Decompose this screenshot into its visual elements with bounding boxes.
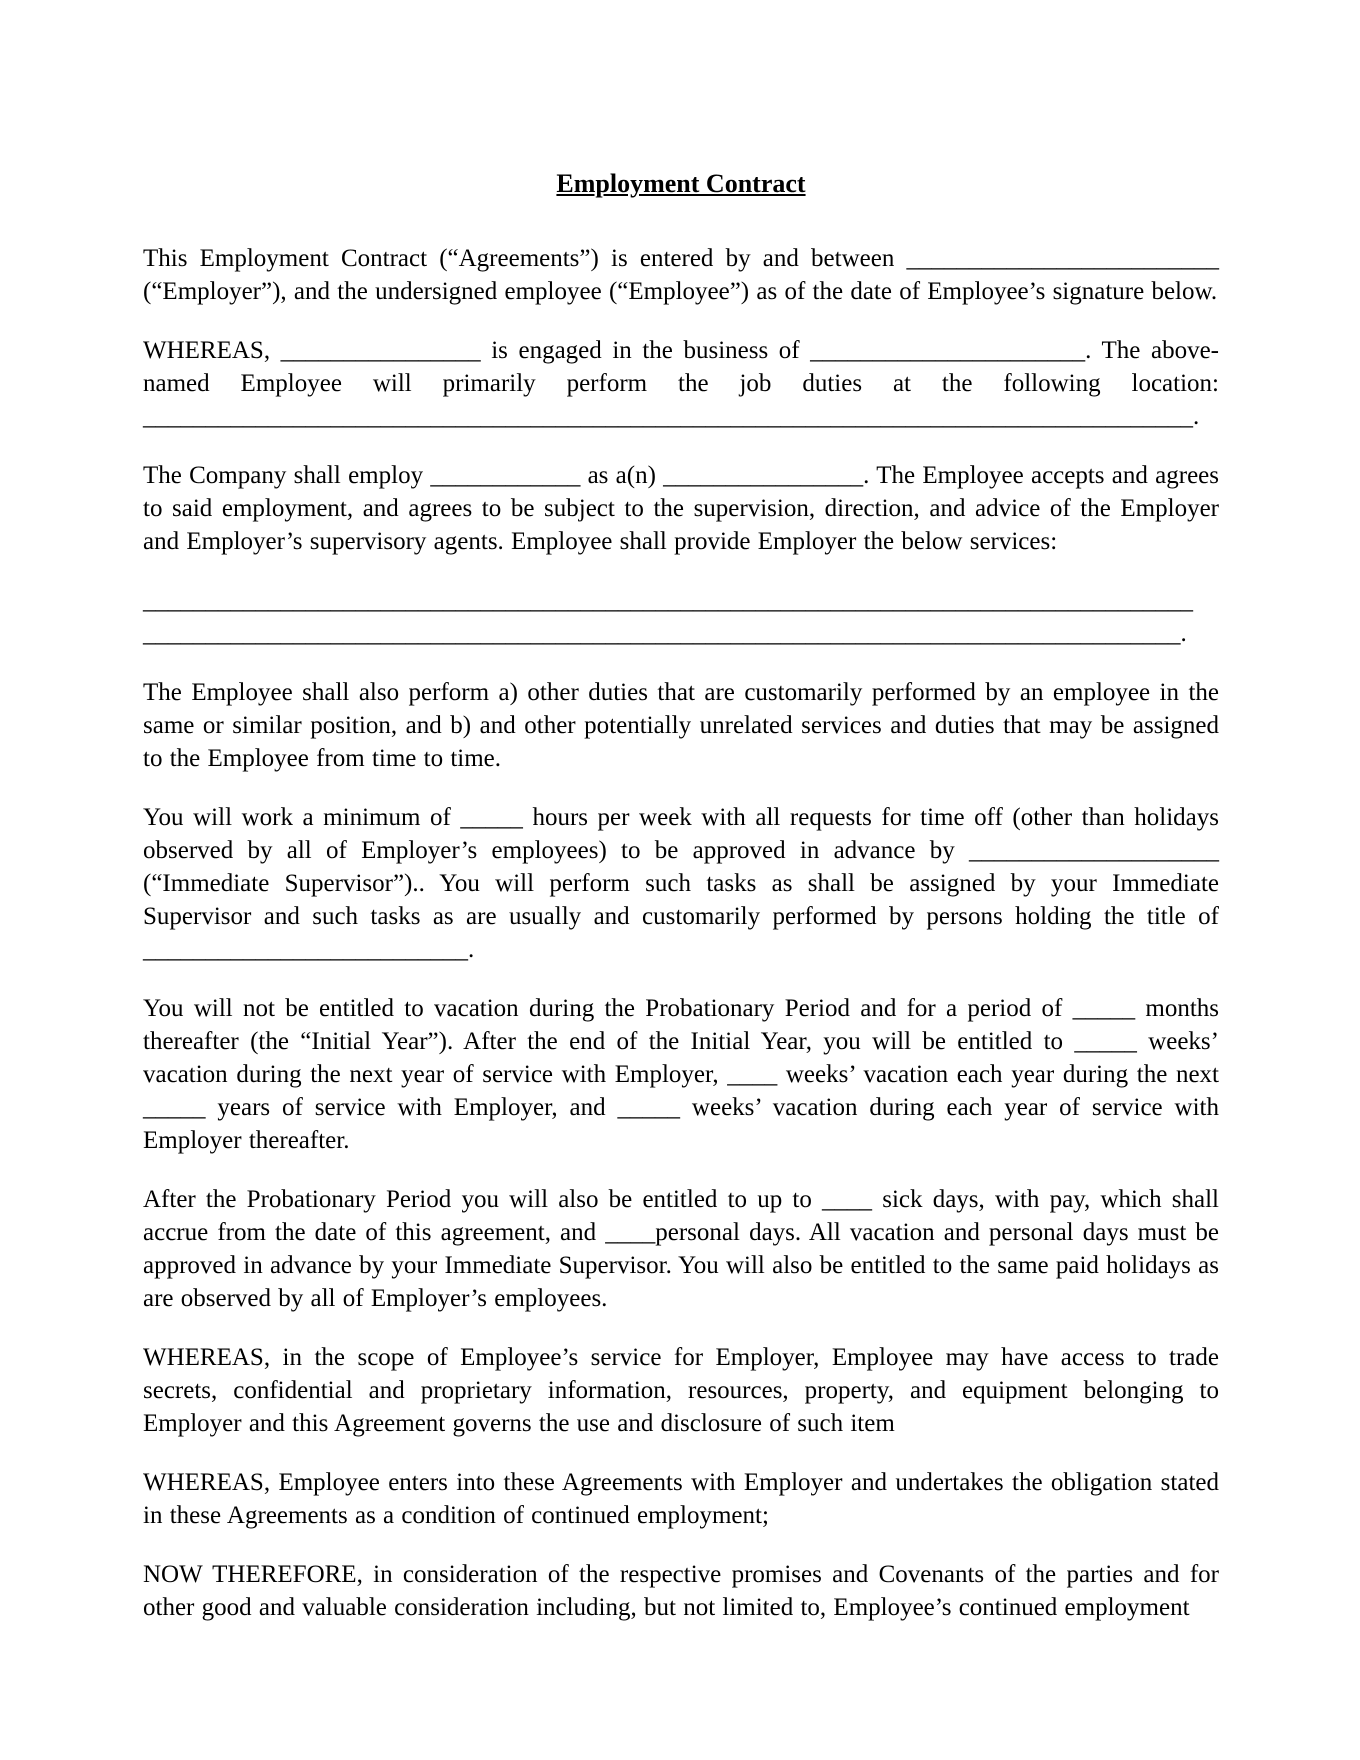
paragraph-whereas-obligation: WHEREAS, Employee enters into these Agreements with Employer and undertakes the obligation stated in these Agreements as a condition of continued employment;: [143, 1469, 1219, 1529]
paragraph-sick-personal-days: After the Probationary Period you will also be entitled to up to ____ sick days, with pay, which shall accrue from the date of this agreement, and ____personal days. All vacation and personal days must be approved in advance by your Immediate Supervisor. You will also be entitled to the same paid holidays as are observed by all of Employer’s employees.: [143, 1186, 1219, 1312]
paragraph-whereas-business-location: WHEREAS, ________________ is engaged in the business of ______________________. The above-named Employee will primarily perform the job duties at the following location: ____________________________________________________________________________________.: [143, 337, 1219, 430]
paragraph-services-blank-lines: ____________________________________________________________________________________ ___________________________________________________________________________________.: [143, 587, 1193, 647]
paragraph-now-therefore: NOW THEREFORE, in consideration of the respective promises and Covenants of the parties and for other good and valuable consideration including, but not limited to, Employee’s continued employment: [143, 1561, 1219, 1621]
paragraph-other-duties: The Employee shall also perform a) other duties that are customarily performed by an employee in the same or similar position, and b) and other potentially unrelated services and duties that may be assigned to the Employee from time to time.: [143, 679, 1219, 772]
paragraph-employment-role: The Company shall employ ____________ as a(n) ________________. The Employee accepts and agrees to said employment, and agrees to be subject to the supervision, direction, and advice of the Employer and Employer’s supervisory agents. Employee shall provide Employer the below services:: [143, 462, 1219, 555]
paragraph-work-hours-supervisor: You will work a minimum of _____ hours per week with all requests for time off (other than holidays observed by all of Employer’s employees) to be approved in advance by ____________________ (“Immediate Supervisor”).. You will perform such tasks as shall be assigned by your Immediate Supervisor and such tasks as are usually and customarily performed by persons holding the title of __________________________.: [143, 804, 1219, 963]
paragraph-whereas-trade-secrets: WHEREAS, in the scope of Employee’s service for Employer, Employee may have access to trade secrets, confidential and proprietary information, resources, property, and equipment belonging to Employer and this Agreement governs the use and disclosure of such item: [143, 1344, 1219, 1437]
document-title: Employment Contract: [556, 169, 806, 198]
paragraph-parties-intro: This Employment Contract (“Agreements”) is entered by and between _________________________ (“Employer”), and the undersigned employee (“Employee”) as of the date of Employee’s signature below.: [143, 245, 1219, 305]
paragraph-vacation-entitlement: You will not be entitled to vacation during the Probationary Period and for a period of _____ months thereafter (the “Initial Year”). After the end of the Initial Year, you will be entitled to _____ weeks’ vacation during the next year of service with Employer, ____ weeks’ vacation each year during the next _____ years of service with Employer, and _____ weeks’ vacation during each year of service with Employer thereafter.: [143, 995, 1219, 1154]
